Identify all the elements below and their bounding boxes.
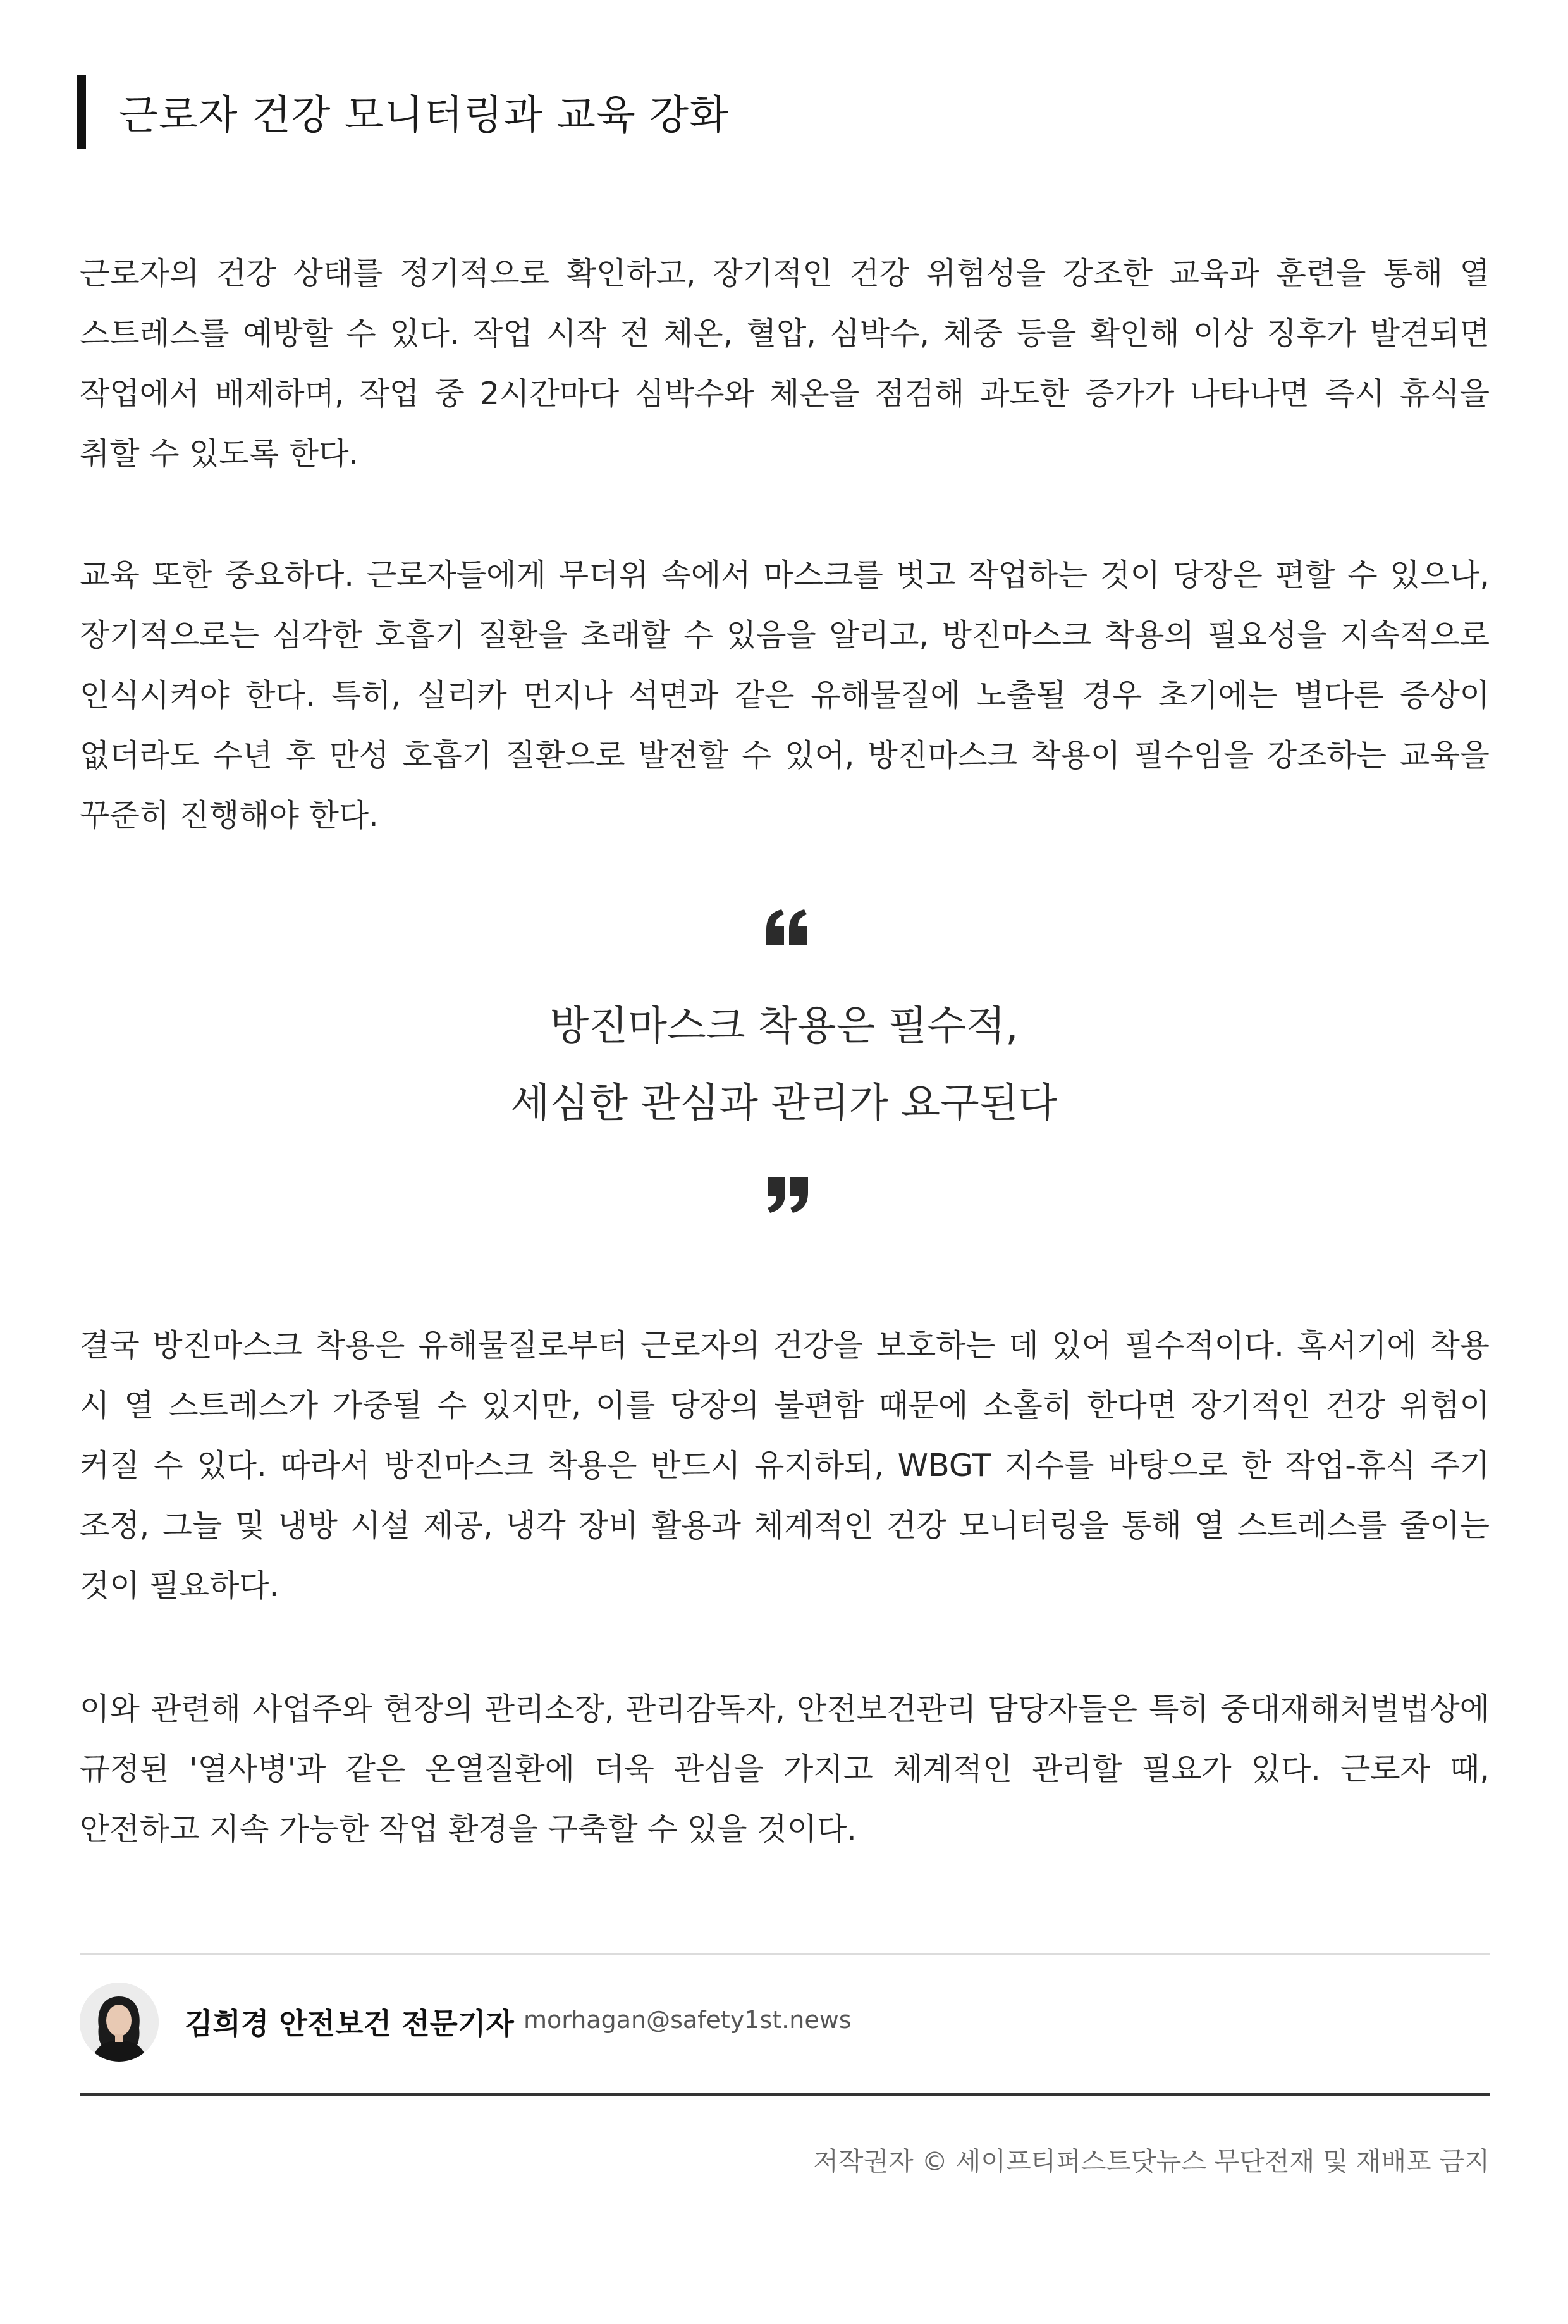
body-paragraph-1: 근로자의 건강 상태를 정기적으로 확인하고, 장기적인 건강 위험성을 강조한 교육과 훈련을 통해 열 스트레스를 예방할 수 있다. 작업 시작 전 체온, 혈압, 심박수, 체중 등을 확인해 이상 징후가 발견되면 작업에서 배제하며, 작업 중 2시간마다 심박수와 체온을 점검해 과도한 증가가 나타나면 즉시 휴식을 취할 수 있도록 한다. (80, 255, 1490, 472)
pullquote-line-2: 세심한 관심과 관리가 요구된다 (510, 1080, 1058, 1127)
author-email-link[interactable]: morhagan@safety1st.news (524, 2006, 852, 2034)
quote-open-icon (765, 908, 809, 946)
body-paragraph-3: 결국 방진마스크 착용은 유해물질로부터 근로자의 건강을 보호하는 데 있어 필수적이다. 혹서기에 착용 시 열 스트레스가 가중될 수 있지만, 이를 당장의 불편함 때문에 소홀히 한다면 장기적인 건강 위험이 커질 수 있다. 따라서 방진마스크 착용은 반드시 유지하되, WBGT 지수를 바탕으로 한 작업-휴식 주기 조정, 그늘 및 냉방 시설 제공, 냉각 장비 활용과 체계적인 건강 모니터링을 통해 열 스트레스를 줄이는 것이 필요하다. (80, 1327, 1490, 1604)
section-title: 근로자 건강 모니터링과 교육 강화 (119, 92, 729, 139)
quote-close-icon (765, 1176, 809, 1214)
author-avatar[interactable] (80, 1983, 159, 2062)
copyright-notice: 저작권자 © 세이프티퍼스트닷뉴스 무단전재 및 재배포 금지 (813, 2146, 1490, 2177)
author-divider-top (80, 1953, 1490, 1955)
heading-accent-bar (77, 75, 86, 149)
author-divider-bottom (80, 2093, 1490, 2096)
body-paragraph-2: 교육 또한 중요하다. 근로자들에게 무더위 속에서 마스크를 벗고 작업하는 것이 당장은 편할 수 있으나, 장기적으로는 심각한 호흡기 질환을 초래할 수 있음을 알리고, 방진마스크 착용의 필요성을 지속적으로 인식시켜야 한다. 특히, 실리카 먼지나 석면과 같은 유해물질에 노출될 경우 초기에는 별다른 증상이 없더라도 수년 후 만성 호흡기 질환으로 발전할 수 있어, 방진마스크 착용이 필수임을 강조하는 교육을 꾸준히 진행해야 한다. (80, 557, 1490, 833)
pullquote-line-1: 방진마스크 착용은 필수적, (549, 1003, 1019, 1050)
body-paragraph-4: 이와 관련해 사업주와 현장의 관리소장, 관리감독자, 안전보건관리 담당자들은 특히 중대재해처벌법상에 규정된 '열사병'과 같은 온열질환에 더욱 관심을 가지고 체계적인 관리할 필요가 있다. 근로자 때, 안전하고 지속 가능한 작업 환경을 구축할 수 있을 것이다. (80, 1691, 1490, 1847)
section-heading (77, 75, 729, 149)
author-name: 김희경 안전보건 전문기자 (185, 2007, 514, 2041)
